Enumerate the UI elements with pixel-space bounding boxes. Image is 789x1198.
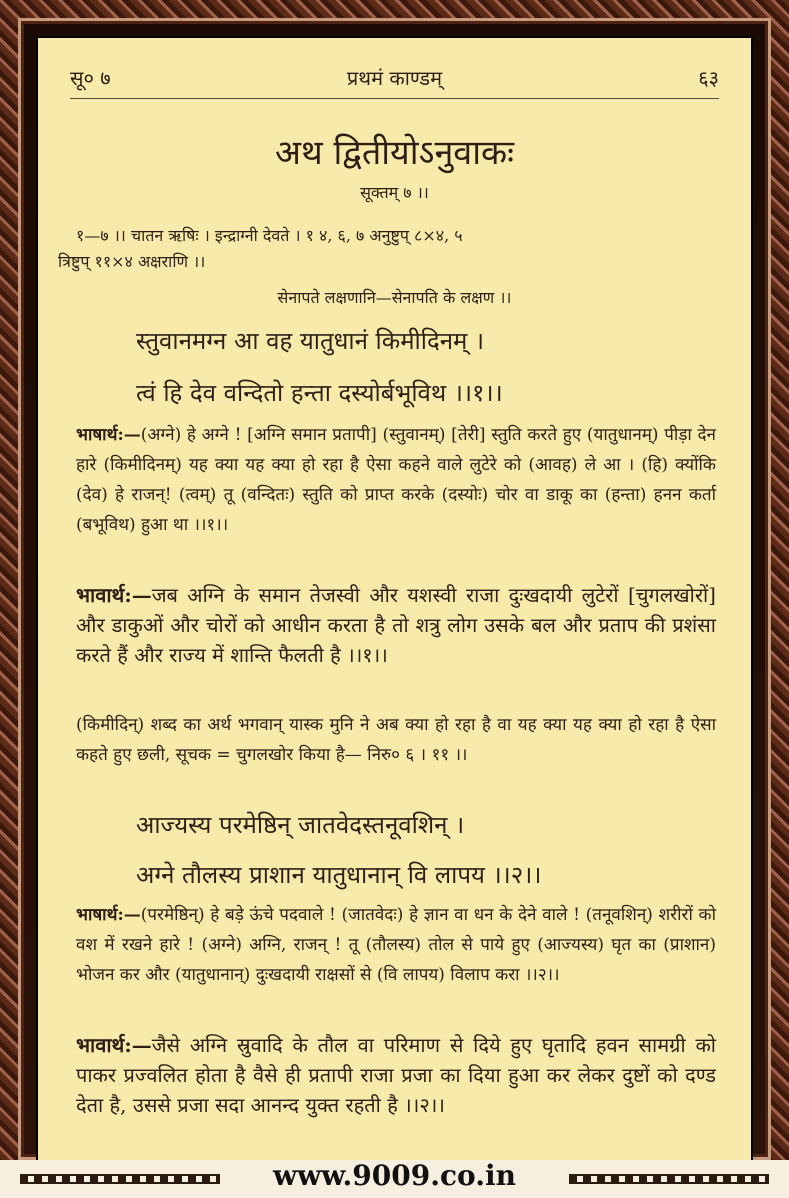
kanda-title: प्रथमं काण्डम् xyxy=(346,66,443,90)
meta-line-2: त्रिष्टुप् ११×४ अक्षराणि ।। xyxy=(58,252,206,271)
anuvaka-title: अथ द्वितीयोऽनुवाकः xyxy=(274,133,514,173)
header-rule xyxy=(70,98,719,99)
website-watermark: www.9009.co.in xyxy=(273,1159,516,1192)
note-kimidin-text: (किमीदिन्) शब्द का अर्थ भगवान् यास्क मुनि ने अब क्या हो रहा है वा यह क्या यह क्या हो रहा है ऐसा कहते हुए छली, सूचक = चुगलखोर किया है— निरु० ६ । ११ ।। xyxy=(76,715,716,765)
sukta-label: सूक्तम् ७ ।। xyxy=(360,183,429,202)
bhavartha-2-tag: भावार्थ:— xyxy=(76,1033,152,1057)
bhavartha-1-text: जब अग्नि के समान तेजस्वी और यशस्वी राजा दुःखदायी लुटेरों [चुगलखोरों] और डाकुओं और चोरों को आधीन करता है तो शत्रु लोग उसके बल और प्रताप की प्रशंसा करते हैं और राज्य में शान्ति फैलती है ।।१।। xyxy=(76,583,716,667)
bhashartha-2-tag: भाषार्थ:— xyxy=(76,905,141,925)
note-kimidin xyxy=(76,710,716,770)
mantra-1-line-2: त्वं हि देव वन्दितो हन्ता दस्योर्बभूविथ ।।१।। xyxy=(136,379,503,407)
bhavartha-1-tag: भावार्थ:— xyxy=(76,583,152,607)
footer-band xyxy=(0,1160,789,1198)
meta-line-3: सेनापते लक्षणानि—सेनापति के लक्षण ।। xyxy=(277,288,512,307)
bhashartha-1-text: (अग्ने) हे अग्ने ! [अग्नि समान प्रतापी] (स्तुवानम्) [तेरी] स्तुति करते हुए (यातुधानम्) पीड़ा देन हारे (किमीदिनम्) यह क्या यह क्या हो रहा है ऐसा कहने वाले लुटेरे को (आवह) ले आ । (हि) क्योंकि (देव) हे राजन्! (त्वम्) तू (वन्दितः) स्तुति को प्राप्त करके (दस्योः) चोर वा डाकू का (हन्ता) हनन कर्ता (बभूविथ) हुआ था ।।१।। xyxy=(76,425,716,535)
bhashartha-2 xyxy=(76,900,716,990)
meta-line-1: १—७ ।। चातन ऋषिः । इन्द्राग्नी देवते । १ ४, ६, ७ अनुष्टुप् ८×४, ५ xyxy=(76,226,463,245)
mantra-2-line-1: आज्यस्य परमेष्ठिन् जातवेदस्तनूवशिन् । xyxy=(136,811,465,839)
mantra-2-line-2: अग्ने तौलस्य प्राशान यातुधानान् वि लापय ।।२।। xyxy=(136,861,542,889)
bhashartha-1-tag: भाषार्थ:— xyxy=(76,425,141,445)
mantra-1-line-1: स्तुवानमग्न आ वह यातुधानं किमीदिनम् । xyxy=(136,327,485,355)
bhavartha-2-text: जैसे अग्नि स्रुवादि के तौल वा परिमाण से दिये हुए घृतादि हवन सामग्री को पाकर प्रज्वलित होता है वैसे ही प्रतापी राजा प्रजा का दिया हुआ कर लेकर दुष्टों को दण्ड देता है, उससे प्रजा सदा आनन्द युक्त रहती है ।।२।। xyxy=(76,1033,716,1117)
page-header xyxy=(70,64,719,96)
bhashartha-1 xyxy=(76,420,716,540)
page-number: ६३ xyxy=(698,66,719,90)
bhashartha-2-text: (परमेष्ठिन्) हे बड़े ऊंचे पदवाले ! (जातवेदः) हे ज्ञान वा धन के देने वाले ! (तनूवशिन्) शरीरों को वश में रखने हारे ! (अग्ने) अग्नि, राजन् ! तू (तौलस्य) तोल से पाये हुए (आज्यस्य) घृत का (प्राशान) भोजन कर और (यातुधानान्) दुःखदायी राक्षसों से (वि लापय) विलाप करा ।।२।। xyxy=(76,905,717,985)
bhavartha-1 xyxy=(76,580,716,670)
scanned-page xyxy=(36,36,753,1162)
bhavartha-2 xyxy=(76,1030,716,1120)
sukta-number: सू० ७ xyxy=(70,66,111,90)
